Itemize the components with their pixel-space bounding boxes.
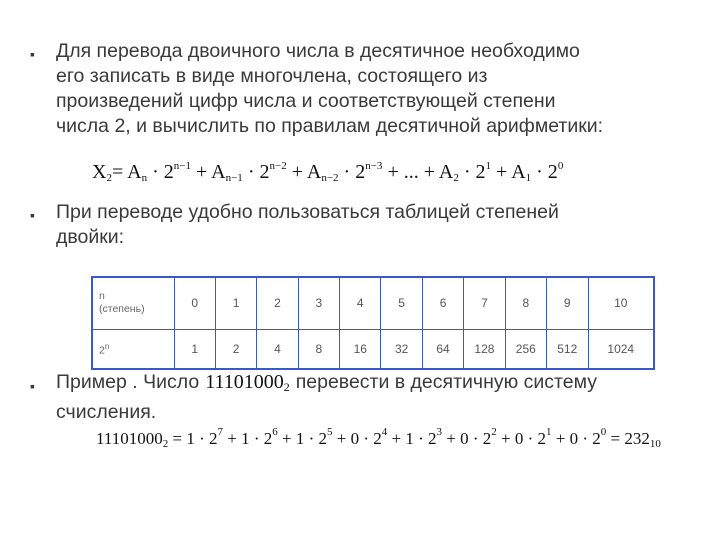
formula-subscript: n bbox=[141, 172, 148, 184]
table-cell: 3 bbox=[298, 277, 339, 329]
bullet-marker: ▪ bbox=[30, 378, 35, 394]
formula-term: + A bbox=[286, 161, 322, 183]
formula-term: + 0 · 2 bbox=[332, 429, 382, 448]
example-prefix-text: Пример . Число bbox=[56, 371, 200, 393]
example-binary-number bbox=[199, 370, 296, 400]
table-cell: 1 bbox=[174, 329, 215, 369]
table-cell: 7 bbox=[464, 277, 505, 329]
table-cell: 1024 bbox=[588, 329, 654, 369]
text-line: При переводе удобно пользоваться таблицей степеней bbox=[56, 201, 559, 223]
table-cell: 10 bbox=[588, 277, 654, 329]
formula-term: = 1 · 2 bbox=[168, 429, 218, 448]
formula-subscript: 10 bbox=[649, 438, 661, 450]
table-cell: 9 bbox=[547, 277, 588, 329]
formula-superscript: 0 bbox=[600, 426, 607, 438]
formula-superscript: n−3 bbox=[365, 160, 383, 172]
formula-term: + 1 · 2 bbox=[277, 429, 327, 448]
powers-of-two-table bbox=[91, 276, 655, 370]
binary-base: 2 bbox=[283, 380, 290, 394]
formula-superscript: 6 bbox=[272, 426, 278, 438]
formula-subscript: 2 bbox=[453, 172, 459, 184]
table-cell: 8 bbox=[298, 329, 339, 369]
formula-subscript: 2 bbox=[106, 172, 112, 184]
formula-term: + 1 · 2 bbox=[387, 429, 437, 448]
formula-term: X bbox=[92, 161, 107, 183]
paragraph-binary-to-decimal bbox=[56, 39, 696, 139]
formula-term: = A bbox=[111, 161, 142, 183]
formula-superscript: 1 bbox=[546, 426, 552, 438]
formula-superscript: 0 bbox=[557, 160, 564, 172]
formula-term: + 0 · 2 bbox=[442, 429, 492, 448]
text-line: произведений цифр числа и соответствующей степени bbox=[56, 90, 556, 112]
table-cell: 128 bbox=[464, 329, 505, 369]
formula-term: + 0 · 2 bbox=[551, 429, 601, 448]
table-cell: 16 bbox=[340, 329, 381, 369]
table-header-cell bbox=[92, 329, 174, 369]
header-power-label: (степень) bbox=[99, 303, 145, 316]
formula-superscript: n−1 bbox=[173, 160, 191, 172]
text-line: счисления. bbox=[56, 401, 157, 423]
text-line: Для перевода двоичного числа в десятичное необходимо bbox=[56, 40, 580, 62]
table-row bbox=[92, 329, 654, 369]
formula-subscript: 1 bbox=[525, 172, 532, 184]
text-line: числа 2, и вычислить по правилам десятичной арифметики: bbox=[56, 115, 604, 137]
example-suffix-text: перевести в десятичную систему bbox=[295, 371, 597, 393]
bullet-marker: ▪ bbox=[30, 207, 35, 223]
formula-term: + 0 · 2 bbox=[496, 429, 546, 448]
formula-superscript: 2 bbox=[491, 426, 497, 438]
table-cell: 2 bbox=[215, 329, 256, 369]
formula-term: + ... + A bbox=[382, 161, 454, 183]
table-cell: 6 bbox=[422, 277, 463, 329]
formula-term: · 2 bbox=[338, 161, 366, 183]
formula-term: + 1 · 2 bbox=[223, 429, 273, 448]
header-two-label: 2 bbox=[99, 344, 105, 357]
formula-term: 11101000 bbox=[96, 429, 163, 448]
table-row bbox=[92, 277, 654, 329]
table-cell: 32 bbox=[381, 329, 422, 369]
formula-superscript: 5 bbox=[327, 426, 333, 438]
text-line: его записать в виде многочлена, состоящего из bbox=[56, 65, 488, 87]
table-cell: 64 bbox=[422, 329, 463, 369]
paragraph-powers-table-intro bbox=[56, 200, 696, 250]
formula-superscript: 1 bbox=[485, 160, 492, 172]
formula-term: · 2 bbox=[531, 161, 558, 183]
example-expansion-formula bbox=[96, 426, 661, 450]
header-n-label: n bbox=[99, 290, 105, 303]
table-cell: 256 bbox=[505, 329, 546, 369]
table-cell: 0 bbox=[174, 277, 215, 329]
binary-digits: 11101000 bbox=[205, 371, 284, 393]
formula-term: · 2 bbox=[242, 161, 270, 183]
formula-subscript: n−2 bbox=[321, 172, 339, 184]
table-cell: 512 bbox=[547, 329, 588, 369]
bullet-marker: ▪ bbox=[30, 46, 35, 62]
header-two-exponent: n bbox=[104, 342, 110, 351]
formula-subscript: 2 bbox=[162, 438, 169, 450]
table-cell: 4 bbox=[257, 329, 298, 369]
table-cell: 8 bbox=[505, 277, 546, 329]
formula-subscript: n−1 bbox=[225, 172, 243, 184]
text-line bbox=[56, 370, 696, 400]
table-cell: 2 bbox=[257, 277, 298, 329]
formula-superscript: n−2 bbox=[269, 160, 287, 172]
formula-superscript: 4 bbox=[381, 426, 388, 438]
text-line: двойки: bbox=[56, 226, 125, 248]
polynomial-formula bbox=[92, 160, 563, 184]
formula-term: + A bbox=[491, 161, 526, 183]
formula-term: · 2 bbox=[458, 161, 486, 183]
table-cell: 1 bbox=[215, 277, 256, 329]
formula-result: = 232 bbox=[606, 429, 650, 448]
formula-term: · 2 bbox=[147, 161, 174, 183]
table-cell: 4 bbox=[340, 277, 381, 329]
paragraph-example bbox=[56, 370, 696, 425]
formula-superscript: 7 bbox=[217, 426, 223, 438]
formula-term: + A bbox=[190, 161, 226, 183]
formula-superscript: 3 bbox=[436, 426, 442, 438]
table-header-cell bbox=[92, 277, 174, 329]
table-cell: 5 bbox=[381, 277, 422, 329]
